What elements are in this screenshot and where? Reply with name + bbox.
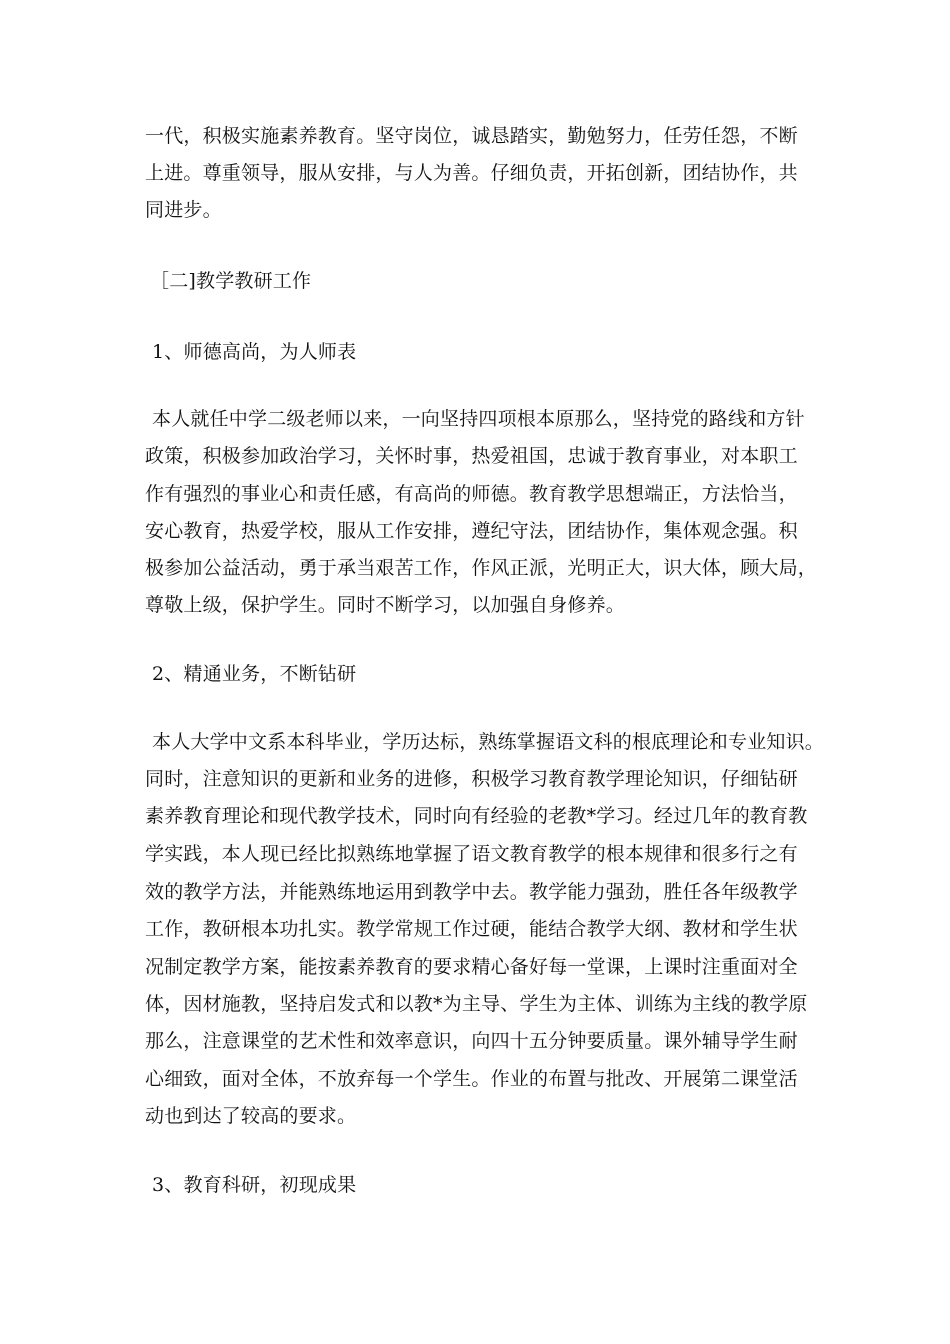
paragraph-line: 动也到达了较高的要求。 <box>145 1105 357 1127</box>
paragraph-line: 同进步。 <box>145 199 222 221</box>
paragraph-line: 安心教育，热爱学校，服从工作安排，遵纪守法，团结协作，集体观念强。积 <box>145 520 798 542</box>
paragraph-line: 况制定教学方案，能按素养教育的要求精心备好每一堂课，上课时注重面对全 <box>145 956 798 978</box>
paragraph-line: 本人大学中文系本科毕业，学历达标，熟练掌握语文科的根底理论和专业知识。 <box>152 731 825 753</box>
paragraph-line: 工作，教研根本功扎实。教学常规工作过硬，能结合教学大纲、教材和学生状 <box>145 918 798 940</box>
paragraph-line: 那么，注意课堂的艺术性和效率意识，向四十五分钟要质量。课外辅导学生耐 <box>145 1030 798 1052</box>
paragraph-line: 一代，积极实施素养教育。坚守岗位，诚恳踏实，勤勉努力，任劳任怨，不断 <box>145 125 798 147</box>
paragraph-line: 尊敬上级，保护学生。同时不断学习，以加强自身修养。 <box>145 594 626 616</box>
paragraph-line: 本人就任中学二级老师以来，一向坚持四项根本原那么，坚持党的路线和方针 <box>152 408 805 430</box>
item-heading: 3、教育科研，初现成果 <box>152 1174 357 1196</box>
paragraph-line: 体，因材施教，坚持启发式和以教*为主导、学生为主体、训练为主线的教学原 <box>145 993 808 1015</box>
paragraph-line: 素养教育理论和现代教学技术，同时向有经验的老教*学习。经过几年的教育教 <box>145 805 808 827</box>
paragraph-line: 同时，注意知识的更新和业务的进修，积极学习教育教学理论知识，仔细钻研 <box>145 768 798 790</box>
paragraph-line: 作有强烈的事业心和责任感，有高尚的师德。教育教学思想端正，方法恰当， <box>145 483 798 505</box>
paragraph-line: 学实践，本人现已经比拟熟练地掌握了语文教育教学的根本规律和很多行之有 <box>145 843 798 865</box>
paragraph-line: 上进。尊重领导，服从安排，与人为善。仔细负责，开拓创新，团结协作，共 <box>145 162 798 184</box>
section-heading: ［二]教学教研工作 <box>150 270 312 292</box>
paragraph-line: 极参加公益活动，勇于承当艰苦工作，作风正派，光明正大，识大体，顾大局， <box>145 557 818 579</box>
paragraph-line: 政策，积极参加政治学习，关怀时事，热爱祖国，忠诚于教育事业，对本职工 <box>145 445 798 467</box>
paragraph-line: 心细致，面对全体，不放弃每一个学生。作业的布置与批改、开展第二课堂活 <box>145 1068 798 1090</box>
item-heading: 1、师德高尚，为人师表 <box>152 341 357 363</box>
item-heading: 2、精通业务，不断钻研 <box>152 663 357 685</box>
paragraph-line: 效的教学方法，并能熟练地运用到教学中去。教学能力强劲，胜任各年级教学 <box>145 881 798 903</box>
